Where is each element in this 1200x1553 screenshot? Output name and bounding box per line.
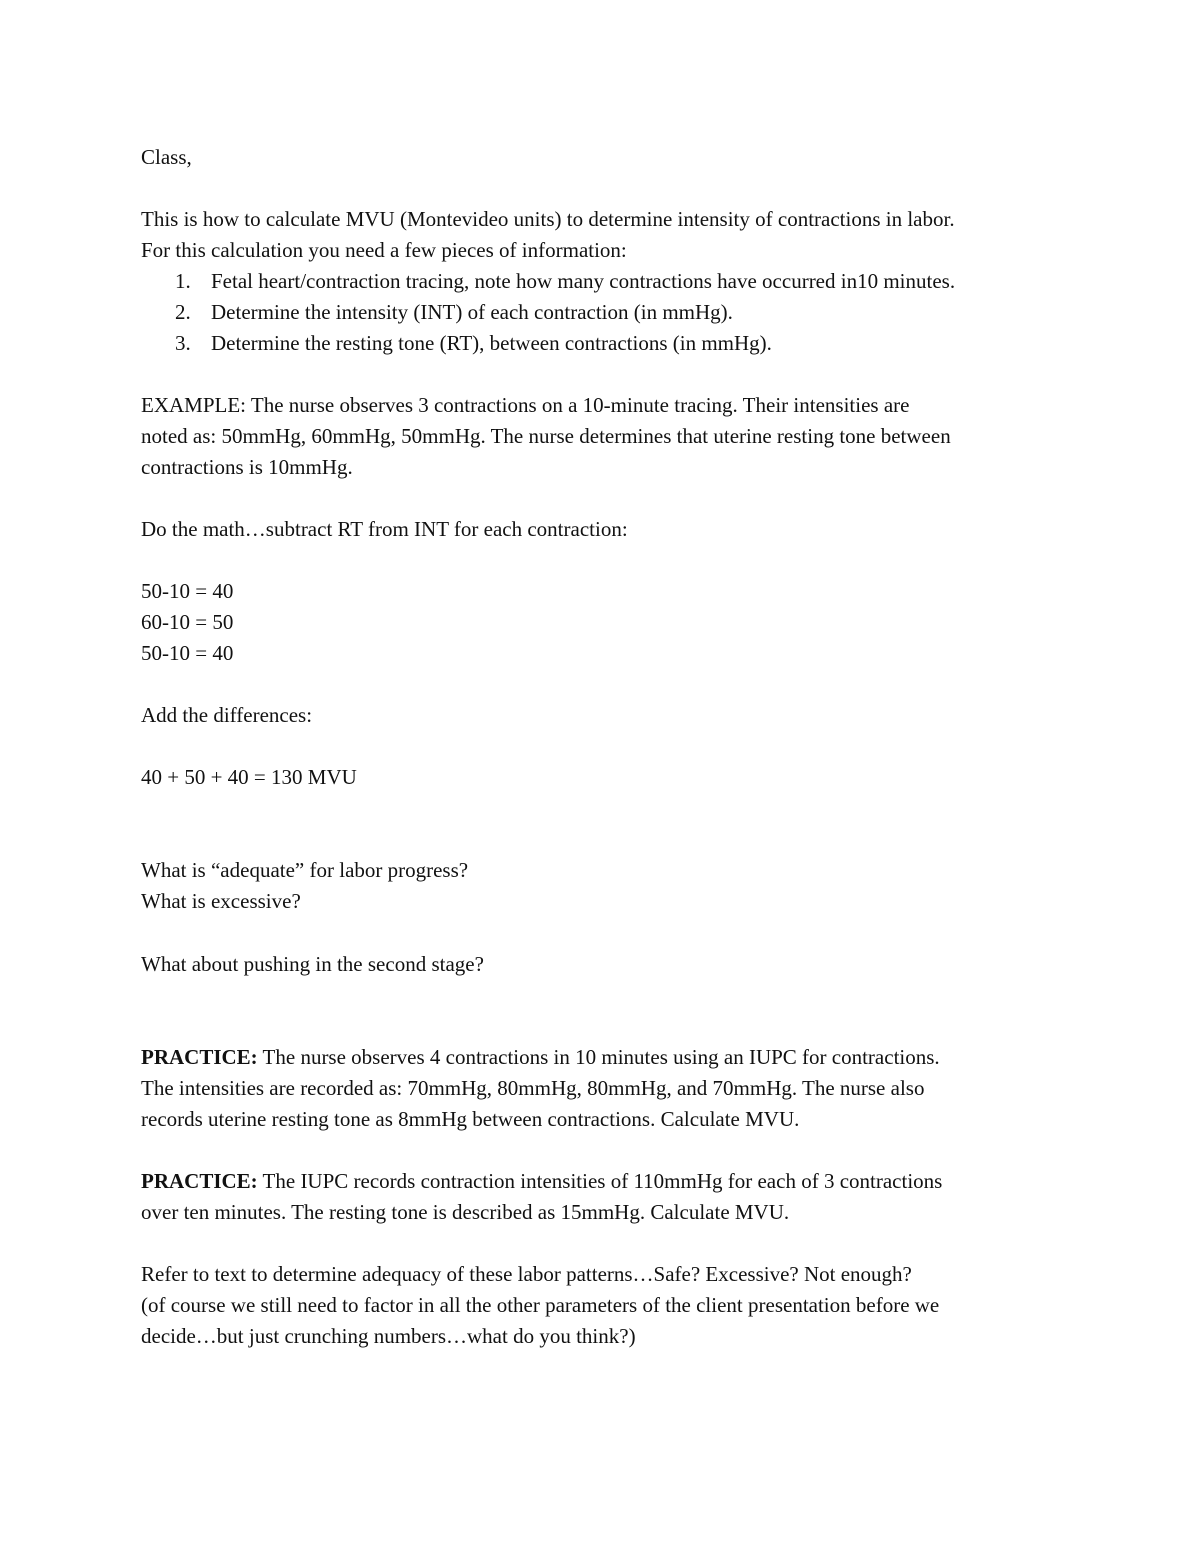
total-equation: 40 + 50 + 40 = 130 MVU — [141, 765, 357, 789]
practice-1-line-2: The intensities are recorded as: 70mmHg, 80mmHg, 80mmHg, and 70mmHg. The nurse also — [141, 1076, 925, 1100]
closing-line-3: decide…but just crunching numbers…what do you think?) — [141, 1324, 636, 1348]
practice-label: PRACTICE: — [141, 1169, 258, 1193]
closing-line-1: Refer to text to determine adequacy of these labor patterns…Safe? Excessive? Not enough? — [141, 1262, 912, 1286]
greeting: Class, — [141, 145, 192, 169]
closing-line-2: (of course we still need to factor in all the other parameters of the client presentation before we — [141, 1293, 940, 1317]
example-line-2: noted as: 50mmHg, 60mmHg, 50mmHg. The nurse determines that uterine resting tone between — [141, 424, 951, 448]
intro-line-1: This is how to calculate MVU (Montevideo units) to determine intensity of contractions in labor. — [141, 207, 955, 231]
question-pushing: What about pushing in the second stage? — [141, 952, 484, 976]
intro-line-2: For this calculation you need a few pieces of information: — [141, 238, 627, 262]
question-excessive: What is excessive? — [141, 889, 301, 913]
practice-2-line-2: over ten minutes. The resting tone is described as 15mmHg. Calculate MVU. — [141, 1200, 790, 1224]
practice-text: The IUPC records contraction intensities of 110mmHg for each of 3 contractions — [257, 1169, 943, 1193]
example-line-3: contractions is 10mmHg. — [141, 455, 353, 479]
equation-1: 50-10 = 40 — [141, 579, 234, 603]
step-text: Fetal heart/contraction tracing, note how many contractions have occurred in10 minutes. — [211, 269, 956, 293]
step-text: Determine the intensity (INT) of each contraction (in mmHg). — [211, 300, 733, 324]
practice-2-line-1 — [141, 1169, 942, 1193]
practice-label: PRACTICE: — [141, 1045, 258, 1069]
example-line-1: EXAMPLE: The nurse observes 3 contractions on a 10-minute tracing. Their intensities are — [141, 393, 910, 417]
equation-3: 50-10 = 40 — [141, 641, 234, 665]
equation-2: 60-10 = 50 — [141, 610, 234, 634]
step-number: 1. — [175, 269, 191, 293]
question-adequate: What is “adequate” for labor progress? — [141, 858, 469, 882]
practice-1-line-3: records uterine resting tone as 8mmHg between contractions. Calculate MVU. — [141, 1107, 800, 1131]
step-text: Determine the resting tone (RT), between contractions (in mmHg). — [211, 331, 772, 355]
practice-1-line-1 — [141, 1045, 940, 1069]
practice-text: The nurse observes 4 contractions in 10 minutes using an IUPC for contractions. — [257, 1045, 940, 1069]
add-differences: Add the differences: — [141, 703, 313, 727]
step-number: 2. — [175, 300, 191, 324]
step-number: 3. — [175, 331, 191, 355]
do-math-instruction: Do the math…subtract RT from INT for each contraction: — [141, 517, 628, 541]
